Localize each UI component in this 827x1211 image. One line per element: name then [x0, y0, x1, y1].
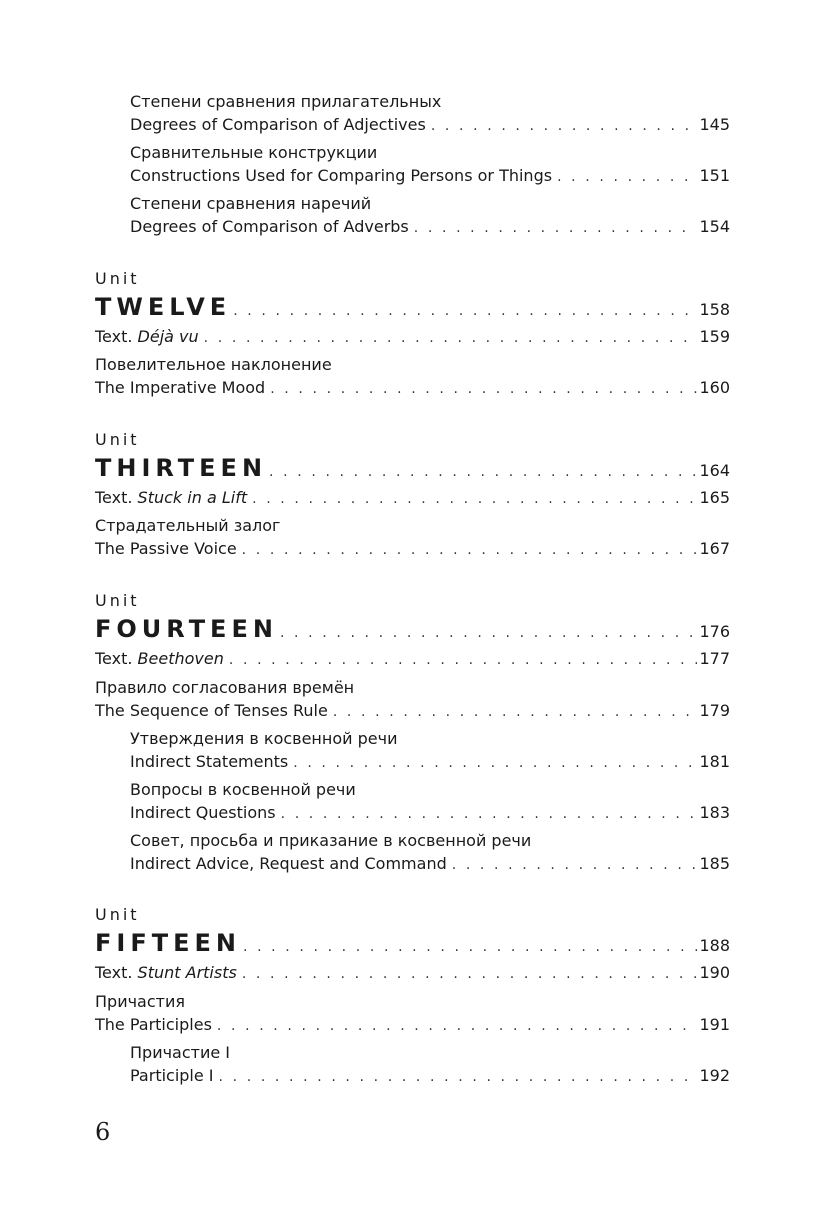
leader-dots [233, 296, 697, 326]
text-title: Stunt Artists [137, 963, 237, 982]
unit-label: Unit [95, 430, 140, 449]
leader-dots [333, 701, 698, 724]
unit-label: Unit [95, 269, 140, 288]
entry-title-en: Indirect Questions [130, 803, 276, 822]
toc-entry-grammar [95, 990, 730, 1036]
page-number: 165 [699, 488, 730, 507]
text-prefix: Text. [95, 649, 133, 668]
leader-dots [204, 327, 698, 350]
toc-subentry [130, 778, 730, 824]
entry-title-ru: Вопросы в косвенной речи [130, 780, 356, 799]
text-prefix: Text. [95, 488, 133, 507]
entry-title-ru: Причастие I [130, 1043, 231, 1062]
leader-dots [217, 1015, 698, 1038]
unit-heading [95, 292, 730, 322]
leader-dots [293, 752, 697, 775]
page-number: 191 [699, 1015, 730, 1034]
unit-label: Unit [95, 905, 140, 924]
leader-dots [270, 378, 697, 401]
entry-title-en: Degrees of Comparison of Adverbs [130, 217, 409, 236]
text-title: Stuck in a Lift [137, 488, 248, 507]
page-number: 183 [699, 803, 730, 822]
text-title: Déjà vu [137, 327, 199, 346]
page-number: 154 [699, 217, 730, 236]
unit-heading [95, 453, 730, 483]
entry-title-en: Indirect Statements [130, 752, 289, 771]
page-number: 179 [699, 701, 730, 720]
toc-entry-grammar [95, 514, 730, 560]
entry-title-ru: Страдательный залог [95, 516, 281, 535]
page-number: 176 [699, 622, 730, 641]
toc-entry-text [95, 325, 730, 348]
toc-entry [130, 90, 730, 136]
leader-dots [431, 115, 698, 138]
leader-dots [252, 488, 697, 511]
toc-subentry [130, 727, 730, 773]
entry-title-en: Constructions Used for Comparing Persons or Things [130, 166, 553, 185]
leader-dots [269, 457, 697, 487]
page-number: 181 [699, 752, 730, 771]
entry-title-ru: Правило согласования времён [95, 678, 355, 697]
page-number: 145 [699, 115, 730, 134]
unit-name: FOURTEEN [95, 615, 278, 643]
entry-title-en: The Imperative Mood [95, 378, 266, 397]
leader-dots [229, 649, 698, 672]
page-number: 192 [699, 1066, 730, 1085]
toc-entry-text [95, 961, 730, 984]
toc-subentry [130, 1041, 730, 1087]
entry-title-ru: Повелительное наклонение [95, 355, 332, 374]
toc-entry-text [95, 486, 730, 509]
toc-entry [130, 192, 730, 238]
leader-dots [242, 963, 698, 986]
entry-title-ru: Совет, просьба и приказание в косвенной речи [130, 831, 532, 850]
page-number: 159 [699, 327, 730, 346]
entry-title-ru: Степени сравнения прилагательных [130, 92, 442, 111]
entry-title-en: The Passive Voice [95, 539, 237, 558]
page-number: 185 [699, 854, 730, 873]
unit-heading [95, 928, 730, 958]
leader-dots [243, 932, 697, 962]
unit-name: FIFTEEN [95, 929, 241, 957]
entry-title-en: The Participles [95, 1015, 212, 1034]
entry-title-en: Degrees of Comparison of Adjectives [130, 115, 426, 134]
unit-name: TWELVE [95, 293, 232, 321]
page-number: 190 [699, 963, 730, 982]
unit-heading [95, 614, 730, 644]
page-number: 164 [699, 461, 730, 480]
leader-dots [452, 854, 698, 877]
leader-dots [219, 1066, 698, 1089]
text-prefix: Text. [95, 963, 133, 982]
toc-subentry [130, 829, 730, 875]
unit-label: Unit [95, 591, 140, 610]
leader-dots [414, 217, 698, 240]
entry-title-ru: Причастия [95, 992, 185, 1011]
leader-dots [242, 539, 698, 562]
page-number: 151 [699, 166, 730, 185]
page-folio: 6 [95, 1118, 111, 1146]
toc-entry-grammar [95, 676, 730, 722]
page-number: 158 [699, 300, 730, 319]
unit-name: THIRTEEN [95, 454, 268, 482]
entry-title-en: Indirect Advice, Request and Command [130, 854, 447, 873]
entry-title-ru: Степени сравнения наречий [130, 194, 372, 213]
page-number: 160 [699, 378, 730, 397]
leader-dots [557, 166, 697, 189]
entry-title-ru: Утверждения в косвенной речи [130, 729, 398, 748]
toc-entry-text [95, 647, 730, 670]
leader-dots [281, 803, 698, 826]
entry-title-en: The Sequence of Tenses Rule [95, 701, 328, 720]
toc-entry [130, 141, 730, 187]
leader-dots [280, 618, 698, 648]
text-title: Beethoven [137, 649, 224, 668]
page-number: 188 [699, 936, 730, 955]
entry-title-ru: Сравнительные конструкции [130, 143, 378, 162]
text-prefix: Text. [95, 327, 133, 346]
entry-title-en: Participle I [130, 1066, 214, 1085]
page-number: 177 [699, 649, 730, 668]
toc-entry-grammar [95, 353, 730, 399]
page-number: 167 [699, 539, 730, 558]
